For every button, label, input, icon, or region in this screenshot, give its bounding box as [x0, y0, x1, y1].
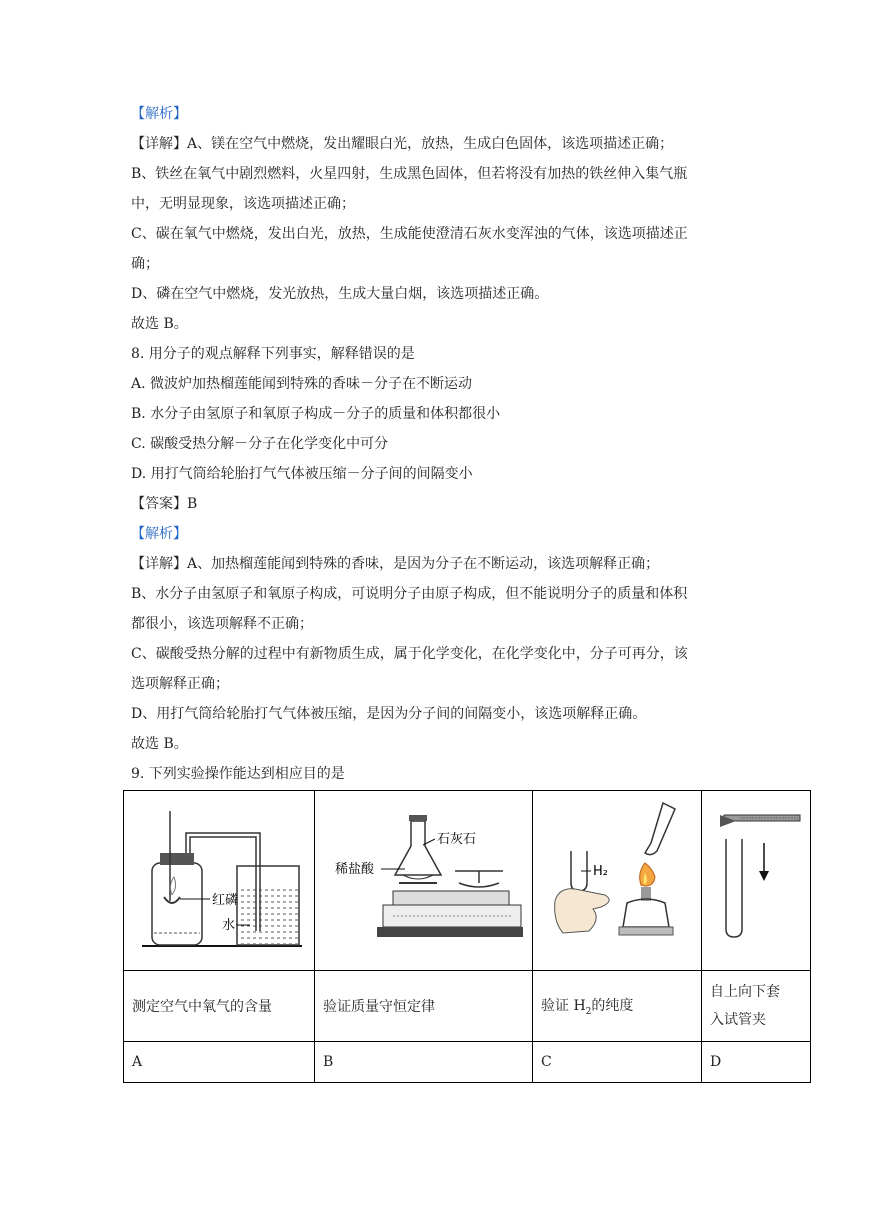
detail-line: B、水分子由氢原子和氧原子构成，可说明分子由原子构成，但不能说明分子的质量和体积 — [131, 586, 688, 602]
option-c: C. 碳酸受热分解－分子在化学变化中可分 — [131, 436, 389, 452]
option-label-c: C — [533, 1042, 702, 1083]
question-8: 8. 用分子的观点解释下列事实，解释错误的是 — [131, 346, 415, 362]
detail-line: 选项解释正确； — [131, 676, 229, 692]
figure-a-cell — [124, 791, 315, 971]
choose-line: 故选 B。 — [131, 736, 188, 752]
phosphorus-label: 红磷 — [212, 893, 239, 908]
heading-analysis: 【解析】 — [131, 526, 187, 542]
option-label-a: A — [124, 1042, 315, 1083]
caption-b: 验证质量守恒定律 — [315, 971, 533, 1042]
detail-line: C、碳在氧气中燃烧，发出白光，放热，生成能使澄清石灰水变浑浊的气体，该选项描述正 — [131, 226, 688, 242]
test-tube-clamp-figure — [710, 791, 802, 966]
question-9: 9. 下列实验操作能达到相应目的是 — [131, 766, 345, 782]
detail-line: B、铁丝在氧气中剧烈燃料，火星四射，生成黑色固体，但若将没有加热的铁丝伸入集气瓶 — [131, 166, 688, 182]
option-label-d: D — [702, 1042, 811, 1083]
detail-line: D、磷在空气中燃烧，发光放热，生成大量白烟，该选项描述正确。 — [131, 286, 549, 302]
figure-d-cell — [702, 791, 811, 971]
detail-line: D、用打气筒给轮胎打气气体被压缩，是因为分子间的间隔变小，该选项解释正确。 — [131, 706, 647, 722]
acid-label: 稀盐酸 — [335, 862, 375, 877]
caption-d: 自上向下套 入试管夹 — [702, 971, 811, 1042]
phosphorus-apparatus-figure — [132, 791, 306, 966]
detail-line: 【详解】A、加热榴莲能闻到特殊的香味，是因为分子在不断运动，该选项解释正确； — [131, 556, 660, 572]
caption-a: 测定空气中氧气的含量 — [124, 971, 315, 1042]
option-a: A. 微波炉加热榴莲能闻到特殊的香味－分子在不断运动 — [131, 376, 473, 392]
experiment-table — [123, 790, 811, 1083]
caption-c: 验证 $H_2$的纯度 — [533, 971, 702, 1042]
hydrogen-label: H₂ — [593, 864, 608, 879]
choose-line: 故选 B。 — [131, 316, 188, 332]
option-label-b: B — [315, 1042, 533, 1083]
limestone-label: 石灰石 — [437, 832, 477, 847]
hydrogen-test-figure — [541, 791, 693, 966]
answer-line: 【答案】B — [131, 496, 198, 512]
detail-line: 都很小，该选项解释不正确； — [131, 616, 313, 632]
detail-line: 【详解】A、镁在空气中燃烧，发出耀眼白光，放热，生成白色固体，该选项描述正确； — [131, 136, 674, 152]
option-d: D. 用打气筒给轮胎打气气体被压缩－分子间的间隔变小 — [131, 466, 473, 482]
balance-apparatus-figure — [323, 791, 524, 966]
detail-line: 确； — [131, 256, 159, 272]
detail-line: 中，无明显现象，该选项描述正确； — [131, 196, 355, 212]
heading-analysis: 【解析】 — [131, 106, 187, 122]
figure-b-cell — [315, 791, 533, 971]
figure-c-cell — [533, 791, 702, 971]
water-label: 水 — [222, 918, 236, 933]
option-b: B. 水分子由氢原子和氧原子构成－分子的质量和体积都很小 — [131, 406, 501, 422]
detail-line: C、碳酸受热分解的过程中有新物质生成，属于化学变化，在化学变化中，分子可再分，该 — [131, 646, 688, 662]
